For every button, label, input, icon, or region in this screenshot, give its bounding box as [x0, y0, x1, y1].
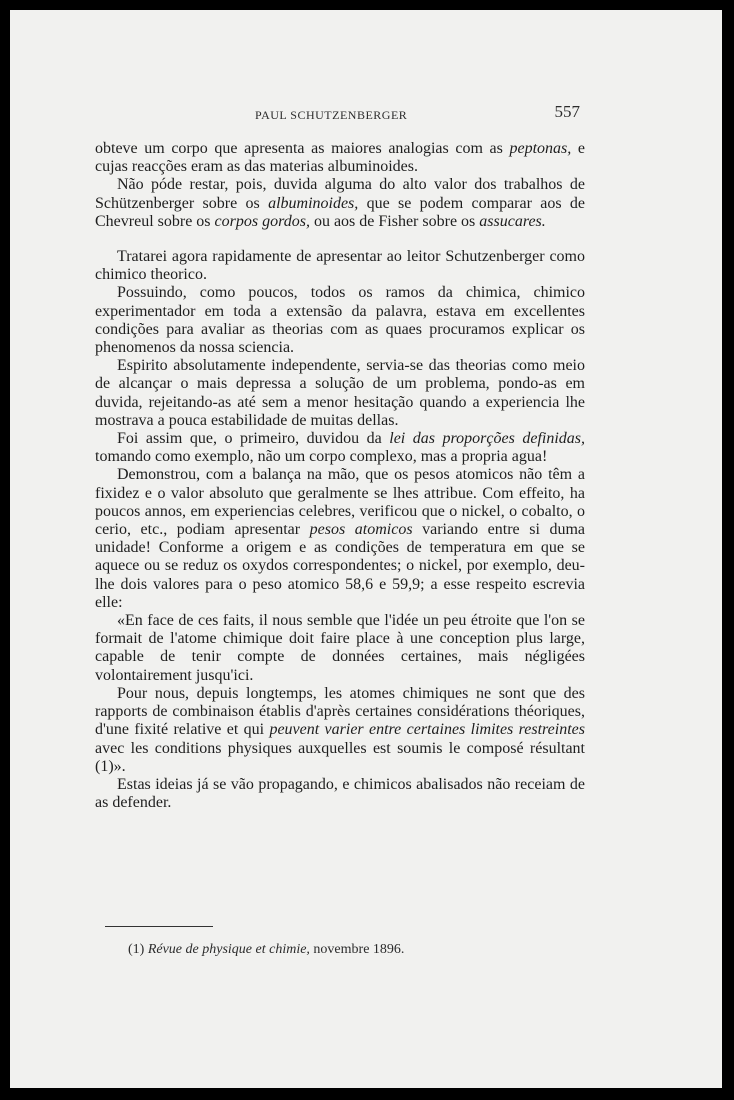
document-page: [10, 10, 722, 1088]
paragraph: Foi assim que, o primeiro, duvidou da lei das proporções definidas, tomando como exemplo, não um corpo complexo, mas a propria agua!: [95, 430, 586, 466]
footnote: (1) Révue de physique et chimie, novembre 1896.: [128, 942, 405, 957]
paragraph: Estas ideias já se vão propagando, e chimicos abalisados não receiam de as defender.: [95, 775, 585, 812]
quoted-paragraph: «En face de ces faits, il nous semble que l'idée un peu étroite que l'on se formait de l'atome chimique doit faire place à une conception plus large, capable de tenir compte de données certaines, mais négligées volontairement jusqu'ici.: [95, 612, 585, 684]
page-number: 557: [554, 102, 580, 121]
paragraph: Possuindo, como poucos, todos os ramos da chimica, chimico experimentador em toda a extensão da palavra, estava em excellentes condições para avaliar as theorias com as quaes procuramos explicar os phenomenos da nossa sciencia.: [95, 284, 585, 357]
paragraph: Demonstrou, com a balança na mão, que os pesos atomicos não têm a fixidez e o valor absoluto que geralmente se lhes attribue. Com effeito, ha poucos annos, em experiencias celebres, verificou que o nickel, o cobalto, o cerio, etc., podiam apresentar pesos atomicos variando entre si duma unidade! Conforme a origem e as condições de temperatura em que se aquece ou se reduz os oxydos correspondentes; o nickel, por exemplo, deu-lhe dois valores para o peso atomico 58,6 e 59,9; a esse respeito escrevia elle:: [95, 466, 586, 611]
quoted-paragraph: Pour nous, depuis longtemps, les atomes chimiques ne sont que des rapports de combinaison établis d'après certaines considérations théoriques, d'une fixité relative et qui peuvent varier entre certaines limites restreintes avec les conditions physiques auxquelles est soumis le composé résultant (1)».: [95, 684, 585, 775]
paragraph: obteve um corpo que apresenta as maiores analogias com as peptonas, e cujas reacções eram as das materias albuminoides.: [95, 140, 585, 176]
paragraph: Tratarei agora rapidamente de apresentar ao leitor Schutzenberger como chimico theorico.: [95, 248, 585, 284]
footnote-divider: [105, 926, 213, 927]
page-header: [105, 102, 580, 126]
body-text: [95, 140, 585, 812]
running-title: PAUL SCHUTZENBERGER: [255, 108, 408, 122]
paragraph: Não póde restar, pois, duvida alguma do alto valor dos trabalhos de Schützenberger sobre os albuminoides, que se podem comparar aos de Chevreul sobre os corpos gordos, ou aos de Fisher sobre os assucares.: [95, 176, 586, 230]
paragraph: Espirito absolutamente independente, servia-se das theorias como meio de alcançar o mais depressa a solução de um problema, pondo-as em duvida, rejeitando-as até sem a menor hesitação quando a experiencia lhe mostrava a pouca estabilidade de muitas dellas.: [95, 357, 585, 429]
